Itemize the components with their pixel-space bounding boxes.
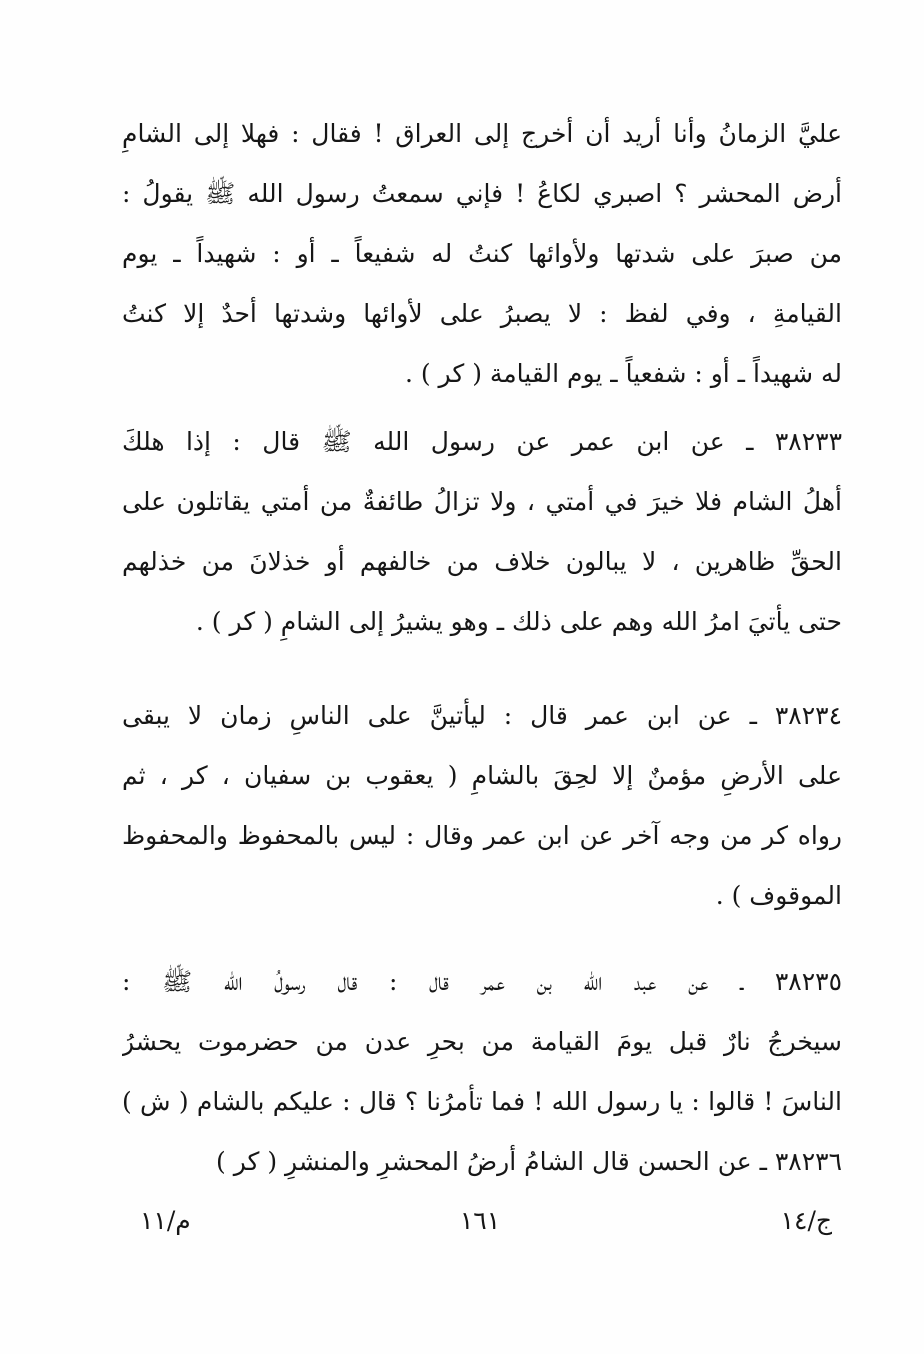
text-line: له شهيداً ـ أو : شفعياً ـ يوم القيامة ( كر ) . (404, 359, 842, 388)
text-line: ٣٨٢٣٦ ـ عن الحسن قال الشامُ أرضُ المحشرِ والمنشرِ ( كر ) (216, 1147, 842, 1176)
text-line: من صبرَ على شدتها ولأوائها كنتُ له شفيعاً ـ أو : شهيداً ـ يوم (122, 239, 842, 268)
text-line: الحقِّ ظاهرين ، لا يبالون خلاف من خالفهم أو خذلانَ من خذلهم (122, 547, 842, 576)
text-line: أهلُ الشام فلا خيرَ في أمتي ، ولا تزالُ طائفةٌ من أمتي يقاتلون على (122, 487, 842, 516)
text-line: أرض المحشر ؟ اصبري لكاعُ ! فإني سمعتُ رسول الله ﷺ يقولُ : (122, 179, 842, 208)
text-line: ٣٨٢٣٤ ـ عن ابن عمر قال : ليأتينَّ على الناسِ زمان لا يبقى (122, 701, 842, 730)
page-number: ١٦١ (459, 1206, 501, 1235)
paragraph-38235-38236 (122, 952, 842, 1192)
text-line: ٣٨٢٣٥ ـ عن عبد الله بن عمر قال : قال رسولُ الله ﷺ : (122, 967, 842, 996)
text-line: الناسَ ! قالوا : يا رسول الله ! فما تأمرُنا ؟ قال : عليكم بالشام ( ش ) (122, 1087, 842, 1116)
text-body (122, 104, 842, 1184)
text-line: سيخرجُ نارٌ قبل يومَ القيامة من بحرِ عدن من حضرموت يحشرُ (122, 1027, 842, 1056)
paragraph-38233 (122, 412, 842, 652)
text-line: رواه كر من وجه آخر عن ابن عمر وقال : ليس بالمحفوظ والمحفوظ (122, 821, 842, 850)
paragraph-38234 (122, 686, 842, 926)
text-line: ٣٨٢٣٣ ـ عن ابن عمر عن رسول الله ﷺ قال : إذا هلكَ (122, 427, 842, 456)
page-footer (0, 1196, 924, 1246)
text-line: حتى يأتيَ امرُ الله وهم على ذلك ـ وهو يشيرُ إلى الشامِ ( كر ) . (195, 607, 842, 636)
text-line: القيامةِ ، وفي لفظ : لا يصبرُ على لأوائها وشدتها أحدٌ إلا كنتُ (122, 299, 842, 328)
text-line: عليَّ الزمانُ وأنا أريد أن أخرج إلى العراق ! فقال : فهلا إلى الشامِ (122, 119, 842, 148)
signature-mark: م/١١ (140, 1206, 191, 1235)
text-line: الموقوف ) . (715, 881, 842, 910)
text-line: على الأرضِ مؤمنٌ إلا لحِقَ بالشامِ ( يعقوب بن سفيان ، كر ، ثم (122, 761, 842, 790)
volume-mark: ج/١٤ (780, 1206, 832, 1235)
paragraph-1 (122, 104, 842, 404)
